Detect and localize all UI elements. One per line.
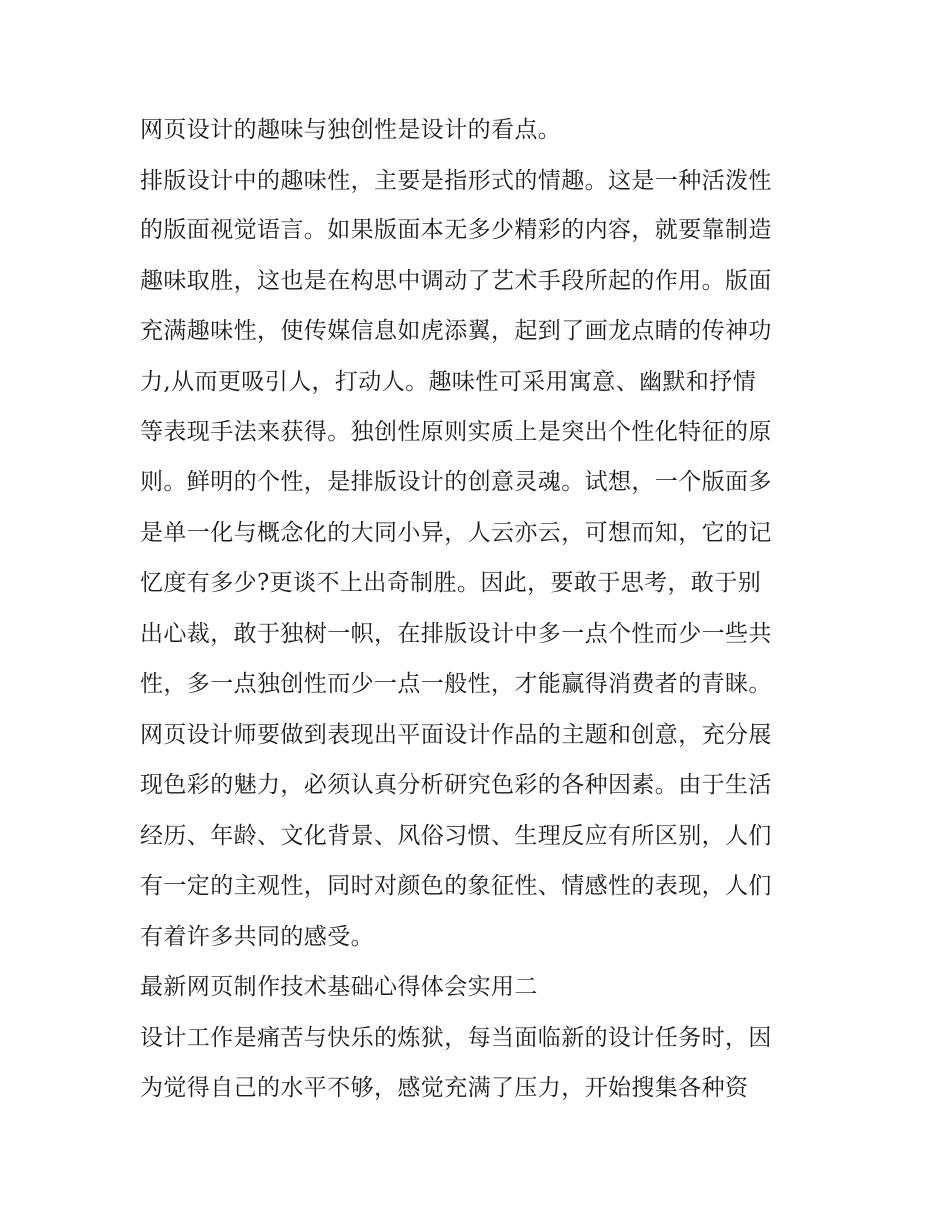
text-line: 为觉得自己的水平不够，感觉充满了压力，开始搜集各种资 (140, 1075, 749, 1101)
text-line: 趣味取胜，这也是在构思中调动了艺术手段所起的作用。版面 (140, 268, 772, 294)
text-line: 忆度有多少?更谈不上出奇制胜。因此，要敢于思考，敢于别 (140, 570, 762, 596)
text-line: 有一定的主观性，同时对颜色的象征性、情感性的表现，人们 (140, 873, 772, 899)
text-line: 排版设计中的趣味性，主要是指形式的情趣。这是一种活泼性 (140, 168, 772, 194)
text-line: 网页设计的趣味与独创性是设计的看点。 (140, 117, 562, 143)
text-line: 网页设计师要做到表现出平面设计作品的主题和创意，充分展 (140, 722, 772, 748)
text-line: 性，多一点独创性而少一点一般性，才能赢得消费者的青睐。 (140, 671, 772, 697)
text-line: 是单一化与概念化的大同小异，人云亦云，可想而知，它的记 (140, 520, 772, 546)
text-line: 则。鲜明的个性，是排版设计的创意灵魂。试想，一个版面多 (140, 469, 772, 495)
section-heading: 最新网页制作技术基础心得体会实用二 (140, 974, 538, 1000)
text-line: 现色彩的魅力，必须认真分析研究色彩的各种因素。由于生活 (140, 772, 772, 798)
text-line: 经历、年龄、文化背景、风俗习惯、生理反应有所区别，人们 (140, 823, 772, 849)
text-line: 设计工作是痛苦与快乐的炼狱，每当面临新的设计任务时，因 (140, 1025, 772, 1051)
text-line: 充满趣味性，使传媒信息如虎添翼，起到了画龙点睛的传神功 (140, 318, 772, 344)
text-line: 力,从而更吸引人，打动人。趣味性可采用寓意、幽默和抒情 (140, 369, 757, 395)
text-line: 出心裁，敢于独树一帜，在排版设计中多一点个性而少一些共 (140, 621, 772, 647)
text-line: 等表现手法来获得。独创性原则实质上是突出个性化特征的原 (140, 419, 772, 445)
text-line: 的版面视觉语言。如果版面本无多少精彩的内容，就要靠制造 (140, 217, 772, 243)
text-line: 有着许多共同的感受。 (140, 924, 374, 950)
